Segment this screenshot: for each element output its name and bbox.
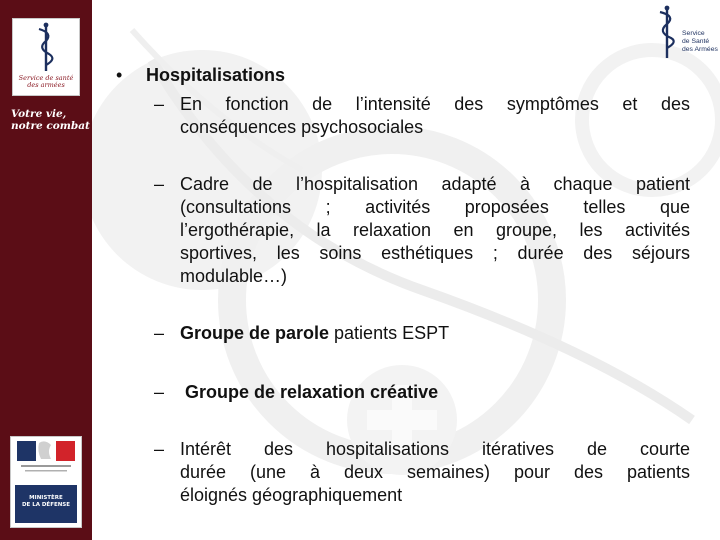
motto-line: Votre vie, [11, 108, 67, 120]
dash-icon: – [154, 323, 165, 343]
ssa-logo-text-line: Service de santé [18, 74, 74, 82]
ssa-logo-text-line: des armées [27, 81, 65, 89]
text-line: modulable…) [180, 266, 288, 286]
list-item [180, 173, 690, 288]
logo-text-line: Service [682, 30, 705, 37]
dash-icon: – [154, 439, 165, 459]
text-line: éloignés géographiquement [180, 485, 403, 505]
text-line: (consultations ; activités proposées telles que [180, 197, 690, 217]
bold-text: Groupe de relaxation créative [185, 382, 439, 402]
list-item [180, 93, 690, 139]
text-line: Intérêt des hospitalisations itératives de courte [180, 439, 690, 459]
ministry-label-line: MINISTÈRE [29, 495, 63, 501]
text-line: En fonction de l’intensité des symptômes et des [180, 94, 690, 114]
text-line: durée (une à deux semaines) pour des patients [180, 462, 690, 482]
dash-icon: – [154, 174, 165, 194]
list-item [180, 438, 690, 507]
text-line: l’ergothérapie, la relaxation en groupe, les activités [180, 220, 690, 240]
list-item [180, 322, 690, 345]
motto-line: notre combat [11, 120, 90, 132]
heading: Hospitalisations [146, 65, 286, 85]
bullet-icon: • [116, 65, 123, 85]
logo-text-line: de Santé [682, 38, 710, 45]
ministry-label-line: DE LA DÉFENSE [21, 502, 71, 508]
text-rest: patients ESPT [329, 323, 450, 343]
text-line: sportives, les soins esthétiques ; durée des séjours [180, 243, 690, 263]
text-line: conséquences psychosociales [180, 117, 424, 137]
logo-text-line: des Armées [682, 46, 718, 53]
list-item [185, 381, 695, 404]
dash-icon: – [154, 382, 165, 402]
dash-icon: – [154, 94, 165, 114]
bold-text: Groupe de parole [180, 323, 330, 343]
text-line: Cadre de l’hospitalisation adapté à chaque patient [180, 174, 690, 194]
